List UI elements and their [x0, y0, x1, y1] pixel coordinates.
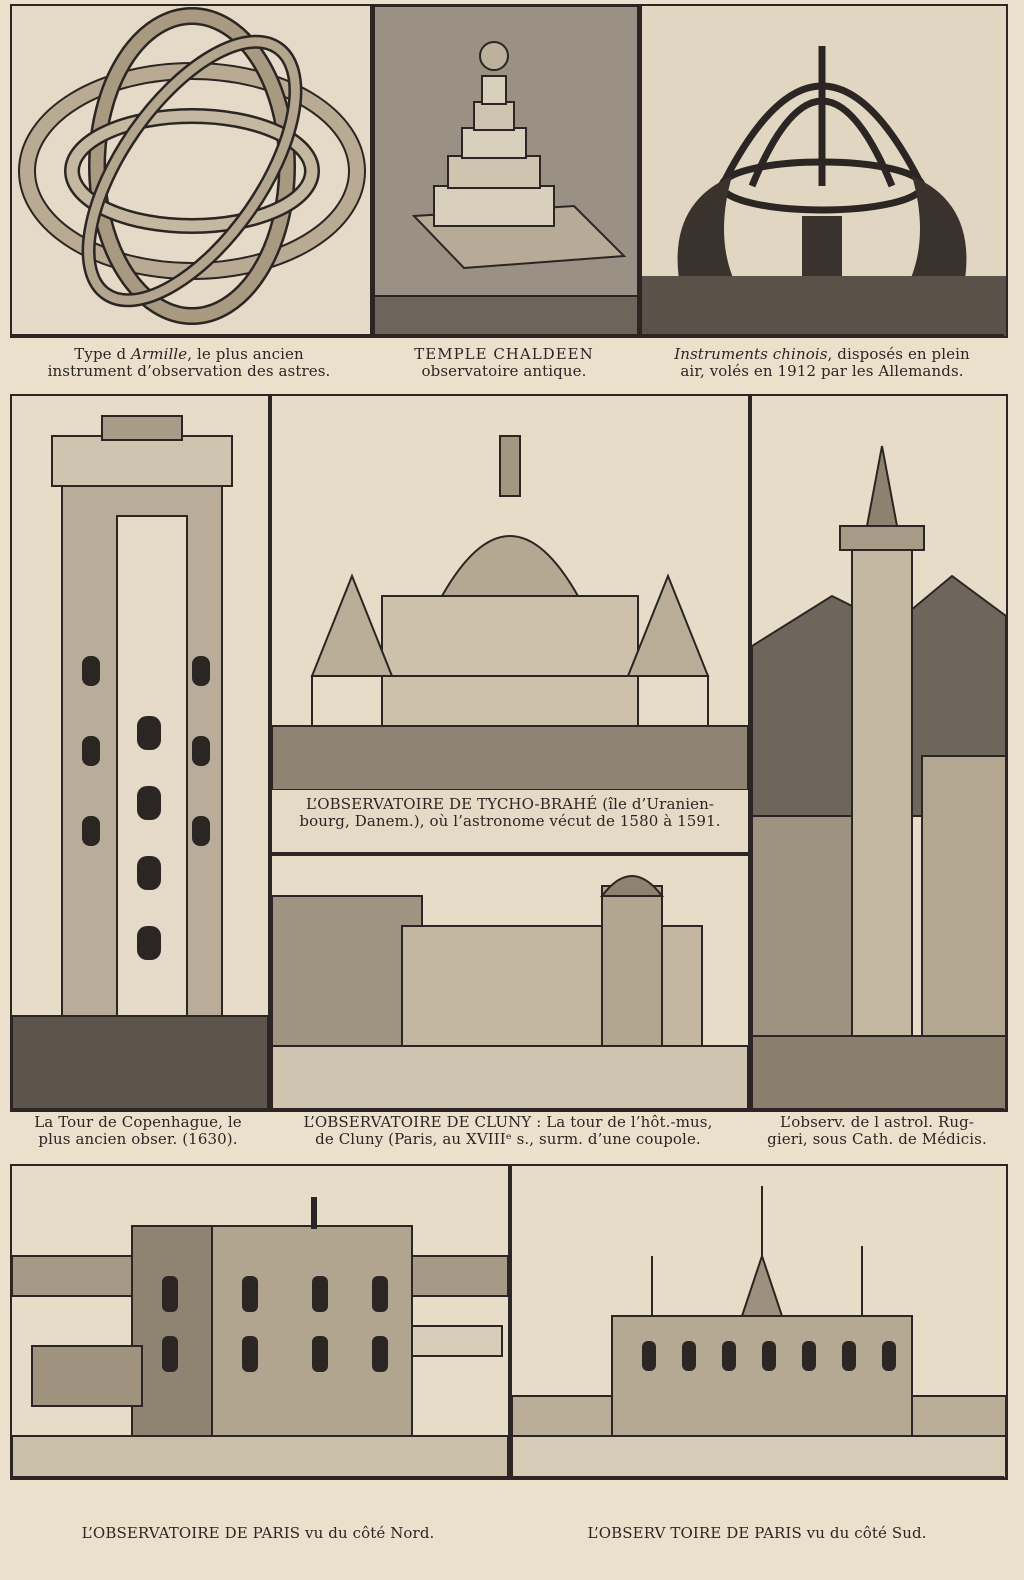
chinese-caption-term: Instruments chinois: [674, 345, 828, 363]
paris-north-illustration: [10, 1164, 510, 1480]
round-tower-icon: [12, 396, 268, 1110]
tycho-caption-line1: L’OBSERVATOIRE DE TYCHO-BRAHÉ (île d’Uranien-: [305, 795, 715, 813]
chinese-caption: [640, 346, 1004, 380]
chinese-armillary-icon: [642, 6, 1006, 336]
divider-line: [10, 1476, 1004, 1478]
paris-observatory-north-icon: [12, 1166, 508, 1478]
paris-south-caption-text: L’OBSERV TOIRE DE PARIS vu du côté Sud.: [587, 1524, 927, 1542]
armillary-sphere-icon: [12, 6, 370, 336]
armille-caption-text-b: , le plus ancien: [187, 345, 304, 363]
chinese-caption-line2: air, volés en 1912 par les Allemands.: [680, 362, 964, 380]
copenhagen-tower-illustration: [10, 394, 270, 1112]
temple-caption: [372, 346, 636, 380]
ruggieri-caption: [750, 1114, 1004, 1148]
tycho-caption: [272, 796, 748, 830]
copenhagen-caption-line1: La Tour de Copenhague, le: [34, 1113, 242, 1131]
armille-caption: [10, 346, 368, 380]
cluny-caption: [266, 1114, 750, 1148]
cluny-courtyard-icon: [272, 856, 748, 1110]
cluny-observatory-illustration: [270, 854, 750, 1112]
paris-south-illustration: [510, 1164, 1008, 1480]
cluny-caption-line1: L’OBSERVATOIRE DE CLUNY : La tour de l’hôt.-mus,: [303, 1113, 713, 1131]
tycho-brahe-observatory-illustration: [270, 394, 750, 854]
ruggieri-caption-line1: L’observ. de l astrol. Rug-: [779, 1113, 975, 1131]
temple-caption-line1: TEMPLE CHALDEEN: [414, 345, 594, 363]
armillary-sphere-illustration: [10, 4, 372, 338]
armille-caption-line1: [10, 346, 368, 363]
ruggieri-column-illustration: [750, 394, 1008, 1112]
cluny-caption-line2: de Cluny (Paris, au XVIIIᵉ s., surm. d’une coupole.: [315, 1130, 701, 1148]
ziggurat-icon: [374, 6, 638, 336]
copenhagen-caption: [10, 1114, 266, 1148]
copenhagen-caption-line2: plus ancien obser. (1630).: [38, 1130, 238, 1148]
paris-north-caption-text: L’OBSERVATOIRE DE PARIS vu du côté Nord.: [81, 1524, 435, 1542]
chinese-instruments-illustration: [640, 4, 1008, 338]
armille-caption-line2: instrument d’observation des astres.: [47, 362, 331, 380]
paris-south-caption: [510, 1525, 1004, 1542]
paris-north-caption: [10, 1525, 506, 1542]
divider-line: [10, 334, 1004, 336]
temple-caption-line2: observatoire antique.: [421, 362, 587, 380]
armille-caption-text-a: Type d: [74, 345, 132, 363]
chinese-caption-line1: [640, 346, 1004, 363]
uraniborg-icon: [272, 396, 748, 852]
divider-line: [10, 1108, 1004, 1110]
chaldean-temple-illustration: [372, 4, 640, 338]
ruggieri-caption-line2: gieri, sous Cath. de Médicis.: [767, 1130, 987, 1148]
armille-caption-term: Armille: [131, 345, 188, 363]
ruggieri-column-icon: [752, 396, 1006, 1110]
paris-observatory-south-icon: [512, 1166, 1006, 1478]
tycho-caption-line2: bourg, Danem.), où l’astronome vécut de 1580 à 1591.: [299, 812, 721, 830]
chinese-caption-text: , disposés en plein: [827, 345, 970, 363]
